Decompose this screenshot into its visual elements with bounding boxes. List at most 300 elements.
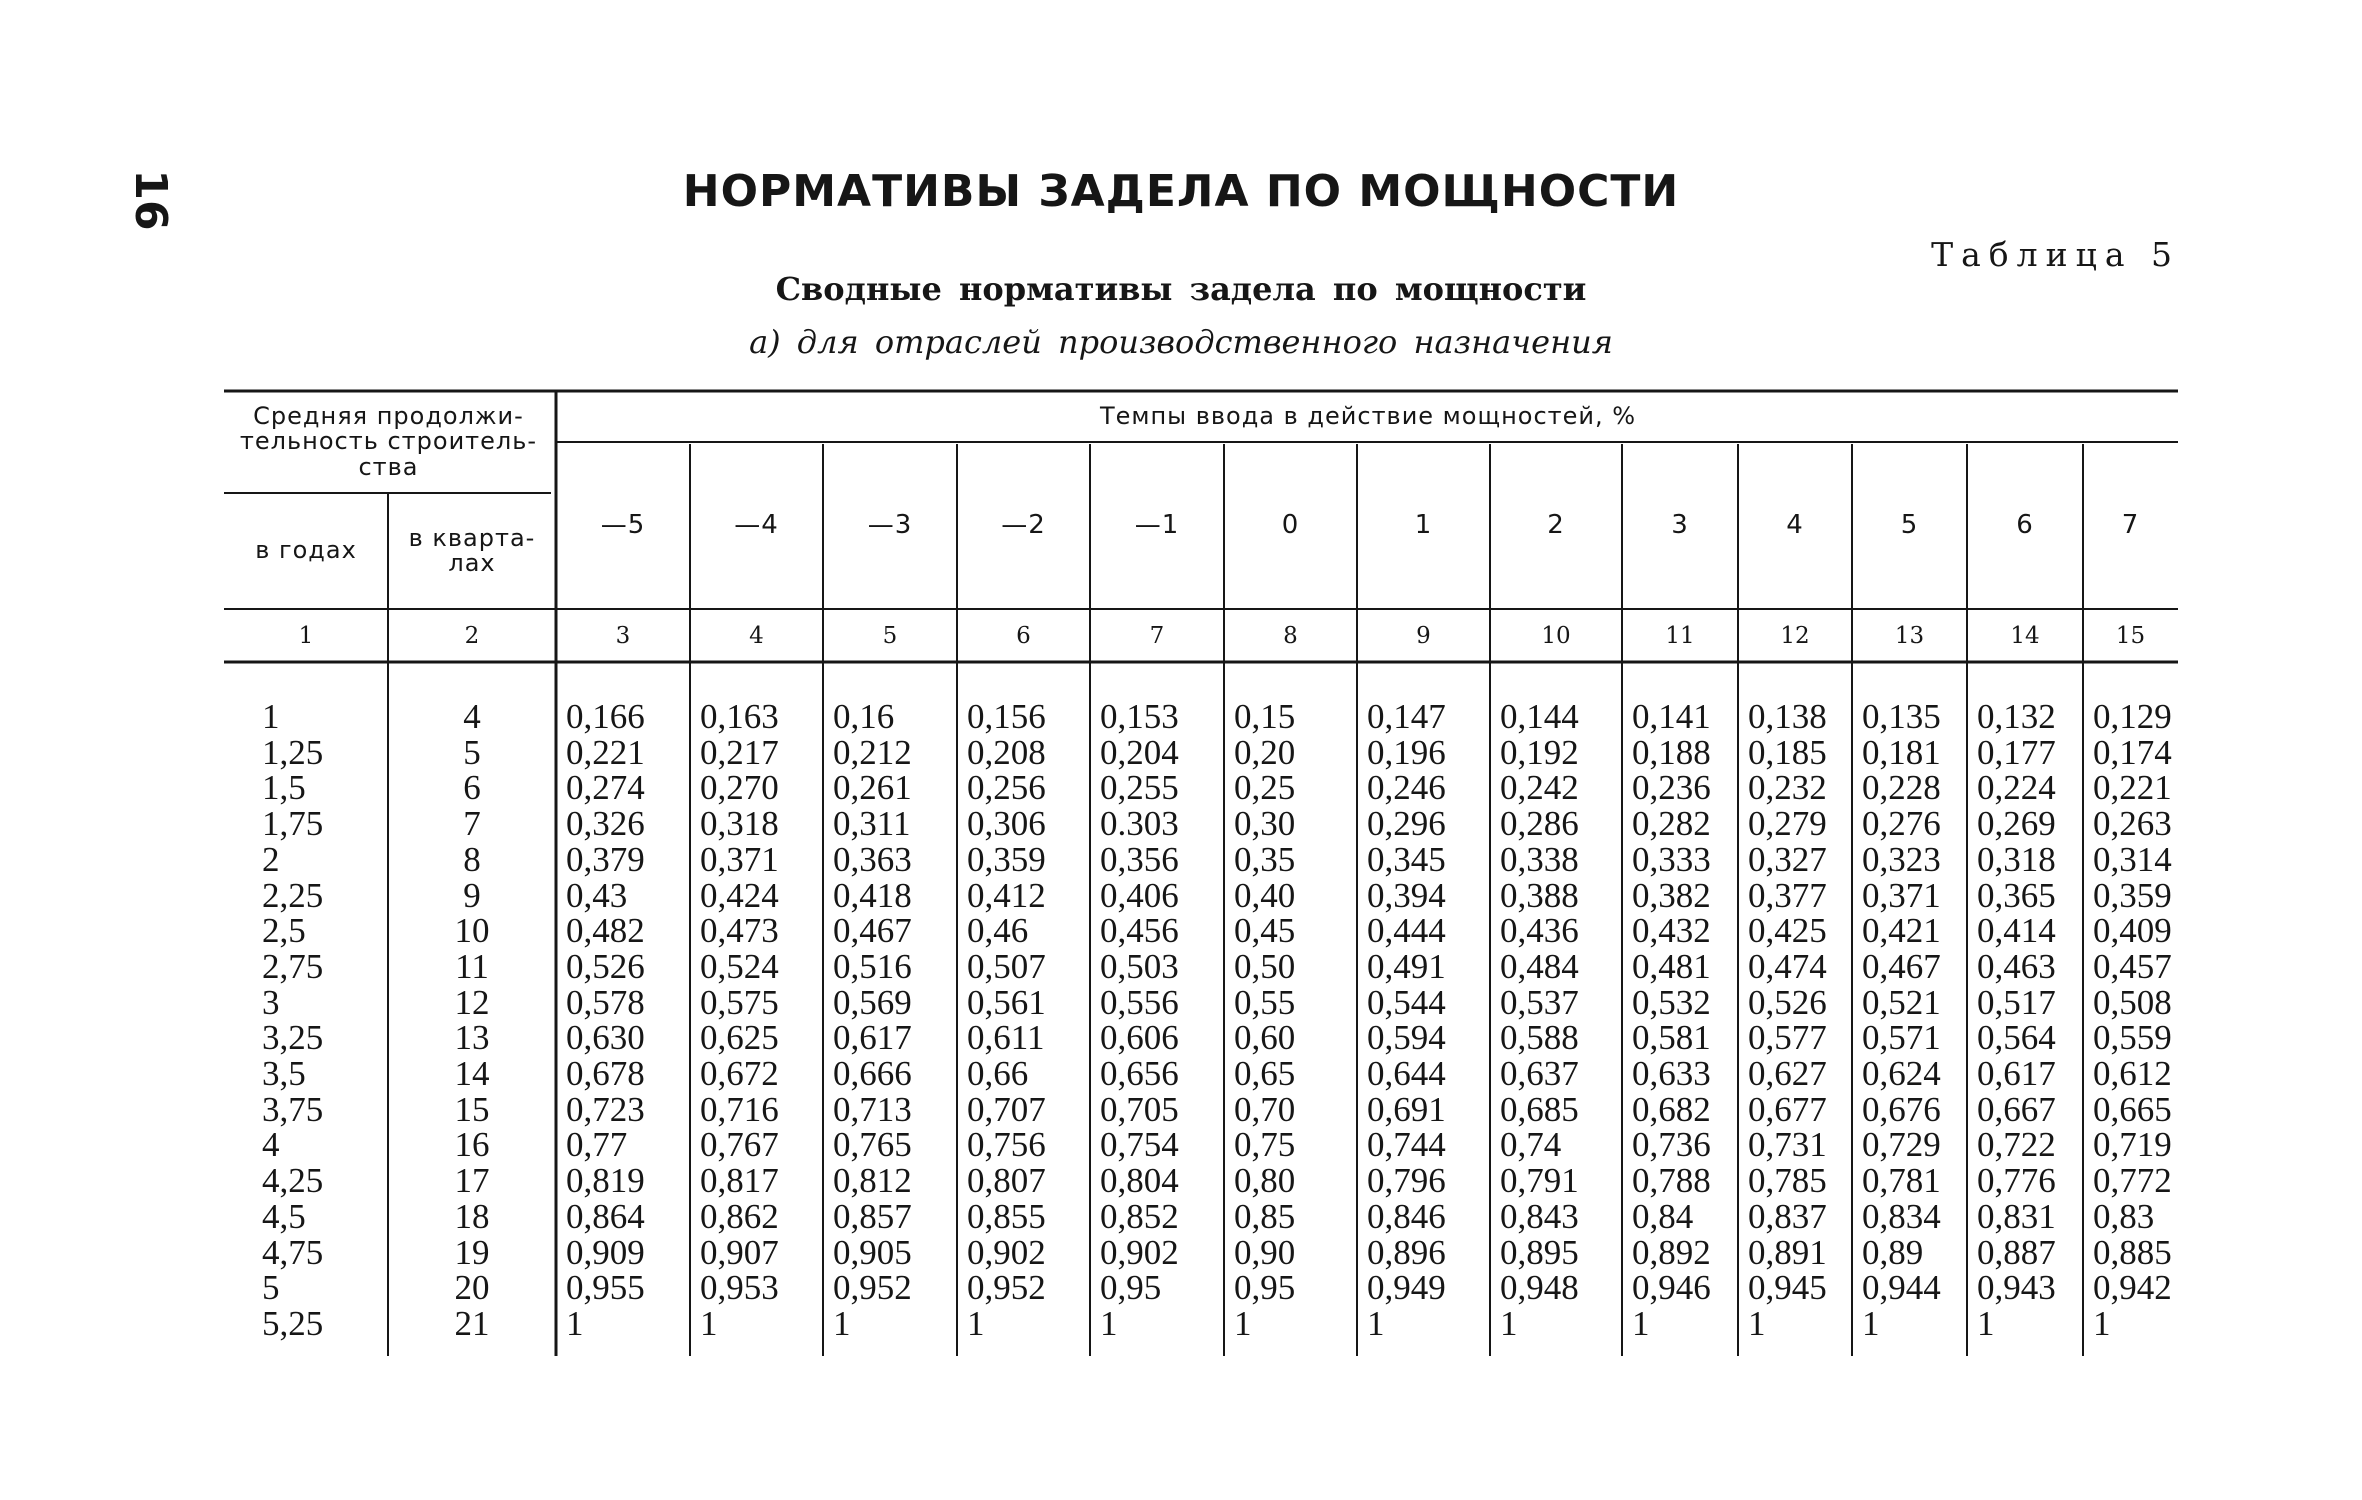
cell-quarters: 6	[463, 768, 481, 808]
cell-value: 0,907	[700, 1232, 779, 1272]
header-rate: 1	[1414, 509, 1433, 540]
cell-value: 0,83	[2093, 1196, 2155, 1236]
cell-quarters: 19	[454, 1232, 490, 1272]
cell-quarters: 14	[454, 1054, 490, 1093]
cell-value: 0,66	[967, 1054, 1029, 1093]
column-number: 8	[1283, 622, 1298, 649]
column-number: 4	[749, 622, 764, 649]
cell-value: 0,537	[1500, 982, 1579, 1022]
cell-value: 0,713	[833, 1089, 912, 1129]
cell-years: 2	[262, 839, 280, 879]
cell-value: 0,363	[833, 839, 912, 879]
cell-value: 0,242	[1500, 768, 1579, 808]
cell-quarters: 21	[454, 1303, 490, 1343]
cell-value: 0,212	[833, 732, 912, 772]
cell-value: 0,314	[2093, 839, 2172, 879]
column-number: 11	[1665, 622, 1695, 649]
cell-value: 0,276	[1862, 804, 1941, 844]
cell-value: 0,788	[1632, 1161, 1711, 1201]
cell-value: 0,571	[1862, 1018, 1941, 1058]
table-title: Сводные нормативы задела по мощности	[775, 270, 1587, 308]
cell-value: 0,333	[1632, 839, 1711, 879]
header-rate: 0	[1281, 509, 1300, 540]
cell-value: 0,129	[2093, 697, 2172, 736]
cell-value: 1	[833, 1303, 851, 1343]
cell-value: 0,356	[1100, 839, 1179, 879]
cell-years: 4,75	[262, 1232, 324, 1272]
column-number: 10	[1541, 622, 1571, 649]
cell-value: 0,902	[1100, 1232, 1179, 1272]
cell-years: 2,25	[262, 875, 324, 915]
cell-quarters: 16	[454, 1125, 490, 1165]
cell-value: 0,834	[1862, 1196, 1941, 1236]
cell-value: 0,952	[833, 1268, 912, 1308]
header-rate: —3	[867, 509, 913, 540]
cell-value: 0,532	[1632, 982, 1711, 1022]
cell-years: 5	[262, 1268, 280, 1308]
cell-value: 0,327	[1748, 839, 1827, 879]
cell-years: 3,5	[262, 1054, 306, 1093]
header-rate: —5	[600, 509, 646, 540]
cell-value: 0,147	[1367, 697, 1446, 736]
header-rate: —1	[1134, 509, 1180, 540]
cell-value: 0,644	[1367, 1054, 1446, 1093]
cell-value: 0,526	[1748, 982, 1827, 1022]
cell-value: 0,517	[1977, 982, 2056, 1022]
cell-value: 0,425	[1748, 911, 1827, 951]
cell-value: 0,80	[1234, 1161, 1296, 1201]
cell-value: 0,457	[2093, 946, 2172, 986]
cell-value: 0,15	[1234, 697, 1296, 736]
header-rate: 7	[2121, 509, 2140, 540]
cell-value: 0,796	[1367, 1161, 1446, 1201]
cell-value: 0,371	[700, 839, 779, 879]
header-rate: —2	[1001, 509, 1046, 540]
cell-years: 2,5	[262, 911, 306, 951]
cell-value: 0,221	[2093, 768, 2172, 808]
cell-value: 0,326	[566, 804, 645, 844]
cell-value: 0,156	[967, 697, 1046, 736]
cell-value: 0,544	[1367, 982, 1446, 1022]
cell-value: 0,831	[1977, 1196, 2056, 1236]
cell-quarters: 15	[454, 1089, 490, 1129]
cell-value: 0,625	[700, 1018, 779, 1058]
cell-value: 0,521	[1862, 982, 1941, 1022]
cell-value: 0,221	[566, 732, 645, 772]
cell-years: 3,75	[262, 1089, 324, 1129]
cell-value: 0,181	[1862, 732, 1941, 772]
cell-value: 0,174	[2093, 732, 2172, 772]
cell-value: 0,812	[833, 1161, 912, 1201]
header-quarters: в кварта- лах	[408, 523, 536, 577]
cell-quarters: 5	[463, 732, 481, 772]
cell-value: 0,678	[566, 1054, 645, 1093]
cell-value: 0,424	[700, 875, 779, 915]
cell-value: 0,255	[1100, 768, 1179, 808]
cell-value: 0,359	[2093, 875, 2172, 915]
header-rate: 4	[1786, 509, 1804, 540]
cell-value: 0,905	[833, 1232, 912, 1272]
cell-value: 0,286	[1500, 804, 1579, 844]
header-rate: 6	[2016, 509, 2034, 540]
cell-value: 0,855	[967, 1196, 1046, 1236]
cell-value: 0,569	[833, 982, 912, 1022]
cell-years: 3	[262, 982, 280, 1022]
header-rate: 5	[1900, 509, 1919, 540]
cell-value: 0,776	[1977, 1161, 2056, 1201]
cell-value: 0,864	[566, 1196, 645, 1236]
cell-value: 0,946	[1632, 1268, 1711, 1308]
cell-years: 2,75	[262, 946, 324, 986]
cell-value: 0,556	[1100, 982, 1179, 1022]
cell-value: 0,948	[1500, 1268, 1579, 1308]
cell-value: 0,90	[1234, 1232, 1296, 1272]
cell-value: 0,46	[967, 911, 1029, 951]
cell-value: 0,896	[1367, 1232, 1446, 1272]
cell-value: 0,885	[2093, 1232, 2172, 1272]
cell-value: 0,25	[1234, 768, 1296, 808]
cell-value: 1	[1234, 1303, 1252, 1343]
cell-value: 0,481	[1632, 946, 1711, 986]
cell-value: 0,719	[2093, 1125, 2172, 1165]
cell-value: 0,377	[1748, 875, 1827, 915]
cell-value: 0,633	[1632, 1054, 1711, 1093]
cell-quarters: 7	[463, 804, 481, 844]
cell-value: 0,943	[1977, 1268, 2056, 1308]
cell-value: 0,282	[1632, 804, 1711, 844]
cell-value: 0,581	[1632, 1018, 1711, 1058]
cell-value: 0,955	[566, 1268, 645, 1308]
cell-value: 0,436	[1500, 911, 1579, 951]
page-title: НОРМАТИВЫ ЗАДЕЛА ПО МОЩНОСТИ	[682, 166, 1680, 217]
cell-value: 1	[1500, 1303, 1518, 1343]
cell-quarters: 17	[454, 1161, 490, 1201]
cell-value: 1	[967, 1303, 985, 1343]
cell-value: 0,895	[1500, 1232, 1579, 1272]
cell-value: 0,345	[1367, 839, 1446, 879]
cell-value: 0,754	[1100, 1125, 1179, 1165]
cell-value: 0,270	[700, 768, 779, 808]
cell-value: 0,892	[1632, 1232, 1711, 1272]
column-number: 7	[1149, 622, 1165, 649]
cell-value: 0,20	[1234, 732, 1296, 772]
cell-years: 3,25	[262, 1018, 324, 1058]
cell-value: 0,666	[833, 1054, 912, 1093]
cell-quarters: 8	[463, 839, 481, 879]
cell-value: 0,388	[1500, 875, 1579, 915]
cell-value: 0,153	[1100, 697, 1179, 736]
cell-value: 0,627	[1748, 1054, 1827, 1093]
cell-value: 0,862	[700, 1196, 779, 1236]
cell-value: 0,246	[1367, 768, 1446, 808]
cell-quarters: 20	[454, 1268, 490, 1308]
cell-value: 0,394	[1367, 875, 1446, 915]
cell-value: 0,953	[700, 1268, 779, 1308]
cell-value: 0,318	[700, 804, 779, 844]
header-rates-group: Темпы ввода в действие мощностей, %	[1099, 401, 1637, 430]
cell-value: 0,467	[1862, 946, 1941, 986]
cell-value: 0,952	[967, 1268, 1046, 1308]
cell-value: 0,772	[2093, 1161, 2172, 1201]
cell-value: 0,819	[566, 1161, 645, 1201]
cell-value: 0,35	[1234, 839, 1296, 879]
page-number: 16	[125, 169, 176, 231]
cell-value: 0,624	[1862, 1054, 1941, 1093]
cell-value: 0,559	[2093, 1018, 2172, 1058]
cell-value: 0,323	[1862, 839, 1941, 879]
cell-years: 4,5	[262, 1196, 306, 1236]
cell-value: 0,564	[1977, 1018, 2056, 1058]
column-number: 5	[882, 622, 898, 649]
cell-value: 0,177	[1977, 732, 2056, 772]
cell-value: 0,144	[1500, 697, 1579, 736]
table-number: Таблица 5	[1931, 235, 2180, 274]
cell-value: 0,192	[1500, 732, 1579, 772]
cell-value: 0,949	[1367, 1268, 1446, 1308]
cell-value: 1	[1977, 1303, 1995, 1343]
cell-quarters: 9	[463, 875, 481, 915]
cell-value: 0,482	[566, 911, 645, 951]
cell-value: 0,318	[1977, 839, 2056, 879]
cell-value: 0,722	[1977, 1125, 2056, 1165]
cell-value: 0,263	[2093, 804, 2172, 844]
cell-value: 0,50	[1234, 946, 1296, 986]
column-number: 3	[615, 622, 631, 649]
cell-value: 0,55	[1234, 982, 1296, 1022]
cell-value: 0,672	[700, 1054, 779, 1093]
cell-value: 0,75	[1234, 1125, 1296, 1165]
cell-years: 1,75	[262, 804, 324, 844]
cell-value: 0,804	[1100, 1161, 1179, 1201]
cell-value: 0,807	[967, 1161, 1046, 1201]
cell-quarters: 12	[454, 982, 490, 1022]
cell-value: 0,365	[1977, 875, 2056, 915]
cell-value: 0,166	[566, 697, 645, 736]
cell-value: 0,767	[700, 1125, 779, 1165]
cell-value: 0,421	[1862, 911, 1941, 951]
cell-value: 0,296	[1367, 804, 1446, 844]
cell-value: 0,744	[1367, 1125, 1446, 1165]
cell-value: 0,359	[967, 839, 1046, 879]
cell-value: 0,474	[1748, 946, 1827, 986]
cell-years: 1,25	[262, 732, 324, 772]
cell-years: 4,25	[262, 1161, 324, 1201]
column-number: 9	[1416, 622, 1431, 649]
cell-value: 0,791	[1500, 1161, 1579, 1201]
cell-value: 0,65	[1234, 1054, 1296, 1093]
column-number: 6	[1016, 622, 1031, 649]
cell-value: 0,60	[1234, 1018, 1296, 1058]
cell-value: 0,444	[1367, 911, 1446, 951]
cell-value: 0,887	[1977, 1232, 2056, 1272]
cell-value: 0,902	[967, 1232, 1046, 1272]
cell-value: 0,269	[1977, 804, 2056, 844]
column-number: 14	[2010, 622, 2040, 649]
cell-value: 0,843	[1500, 1196, 1579, 1236]
cell-value: 0,736	[1632, 1125, 1711, 1165]
cell-value: 0,379	[566, 839, 645, 879]
cell-value: 0,371	[1862, 875, 1941, 915]
cell-value: 0,617	[1977, 1054, 2056, 1093]
cell-value: 0,217	[700, 732, 779, 772]
cell-value: 0,507	[967, 946, 1046, 986]
cell-value: 0,232	[1748, 768, 1827, 808]
cell-value: 0,561	[967, 982, 1046, 1022]
cell-value: 0,612	[2093, 1054, 2172, 1093]
cell-value: 0,188	[1632, 732, 1711, 772]
cell-value: 0,837	[1748, 1196, 1827, 1236]
cell-value: 0,588	[1500, 1018, 1579, 1058]
cell-value: 0,729	[1862, 1125, 1941, 1165]
cell-years: 5,25	[262, 1303, 324, 1343]
cell-value: 1	[1367, 1303, 1385, 1343]
column-number: 13	[1894, 622, 1925, 649]
cell-value: 0,414	[1977, 911, 2056, 951]
cell-value: 1	[1748, 1303, 1766, 1343]
cell-value: 0,578	[566, 982, 645, 1022]
header-rate: 2	[1547, 509, 1565, 540]
cell-value: 0,456	[1100, 911, 1179, 951]
cell-value: 0,261	[833, 768, 912, 808]
column-number: 2	[464, 622, 480, 649]
cell-value: 0,204	[1100, 732, 1179, 772]
column-number: 1	[298, 622, 314, 649]
cell-value: 0,16	[833, 697, 895, 736]
cell-value: 0,857	[833, 1196, 912, 1236]
cell-value: 0,228	[1862, 768, 1941, 808]
cell-value: 0,909	[566, 1232, 645, 1272]
cell-value: 1	[1100, 1303, 1118, 1343]
cell-value: 0,677	[1748, 1089, 1827, 1129]
cell-value: 0,617	[833, 1018, 912, 1058]
header-rate: 3	[1671, 509, 1689, 540]
cell-value: 0,224	[1977, 768, 2056, 808]
cell-value: 0,945	[1748, 1268, 1827, 1308]
cell-value: 0,274	[566, 768, 645, 808]
cell-value: 0,185	[1748, 732, 1827, 772]
cell-value: 0,95	[1100, 1268, 1162, 1308]
cell-value: 0,606	[1100, 1018, 1179, 1058]
cell-value: 0,731	[1748, 1125, 1827, 1165]
cell-value: 0,236	[1632, 768, 1711, 808]
cell-value: 0,716	[700, 1089, 779, 1129]
cell-value: 0,707	[967, 1089, 1046, 1129]
cell-value: 0,463	[1977, 946, 2056, 986]
cell-quarters: 4	[463, 697, 481, 736]
cell-value: 0,891	[1748, 1232, 1827, 1272]
cell-value: 0,723	[566, 1089, 645, 1129]
cell-value: 0,70	[1234, 1089, 1296, 1129]
cell-value: 0,503	[1100, 946, 1179, 986]
cell-value: 0,132	[1977, 697, 2056, 736]
cell-value: 0,491	[1367, 946, 1446, 986]
cell-value: 0,944	[1862, 1268, 1941, 1308]
cell-value: 0,77	[566, 1125, 628, 1165]
column-number: 15	[2115, 622, 2146, 649]
cell-value: 1	[2093, 1303, 2111, 1343]
cell-value: 0,637	[1500, 1054, 1579, 1093]
column-number: 12	[1780, 622, 1810, 649]
cell-value: 0,382	[1632, 875, 1711, 915]
cell-value: 0,30	[1234, 804, 1296, 844]
cell-value: 0,256	[967, 768, 1046, 808]
cell-value: 0,412	[967, 875, 1046, 915]
cell-value: 0,208	[967, 732, 1046, 772]
cell-value: 0,852	[1100, 1196, 1179, 1236]
cell-value: 0.303	[1100, 804, 1179, 844]
cell-value: 0,667	[1977, 1089, 2056, 1129]
cell-value: 0,575	[700, 982, 779, 1022]
cell-value: 0,467	[833, 911, 912, 951]
cell-value: 0,196	[1367, 732, 1446, 772]
cell-value: 0,484	[1500, 946, 1579, 986]
header-duration-group: Средняя продолжи- тельность строитель- ства	[239, 402, 538, 481]
cell-value: 0,765	[833, 1125, 912, 1165]
cell-value: 0,942	[2093, 1268, 2172, 1308]
cell-value: 0,43	[566, 875, 628, 915]
table-subtitle: а) для отраслей производственного назначения	[749, 323, 1613, 361]
cell-value: 0,630	[566, 1018, 645, 1058]
cell-value: 1	[566, 1303, 584, 1343]
cell-value: 0,45	[1234, 911, 1296, 951]
cell-value: 0,785	[1748, 1161, 1827, 1201]
cell-value: 0,691	[1367, 1089, 1446, 1129]
cell-value: 0,656	[1100, 1054, 1179, 1093]
cell-value: 0,74	[1500, 1125, 1562, 1165]
cell-value: 0,85	[1234, 1196, 1296, 1236]
cell-value: 0,89	[1862, 1232, 1924, 1272]
cell-value: 0,781	[1862, 1161, 1941, 1201]
cell-value: 0,682	[1632, 1089, 1711, 1129]
cell-value: 0,665	[2093, 1089, 2172, 1129]
cell-quarters: 11	[455, 946, 489, 986]
cell-value: 0,279	[1748, 804, 1827, 844]
cell-value: 0,685	[1500, 1089, 1579, 1129]
cell-value: 0,846	[1367, 1196, 1446, 1236]
cell-value: 0,594	[1367, 1018, 1446, 1058]
cell-value: 0,577	[1748, 1018, 1827, 1058]
header-years: в годах	[255, 536, 357, 565]
cell-value: 0,756	[967, 1125, 1046, 1165]
cell-years: 1	[262, 697, 280, 736]
cell-value: 0,432	[1632, 911, 1711, 951]
cell-value: 0,676	[1862, 1089, 1941, 1129]
cell-value: 0,526	[566, 946, 645, 986]
cell-value: 0,95	[1234, 1268, 1296, 1308]
cell-value: 0,817	[700, 1161, 779, 1201]
cell-years: 4	[262, 1125, 280, 1165]
cell-value: 0,409	[2093, 911, 2172, 951]
cell-value: 0,84	[1632, 1196, 1694, 1236]
cell-value: 1	[1862, 1303, 1880, 1343]
cell-value: 0,524	[700, 946, 779, 986]
cell-value: 0,611	[967, 1018, 1045, 1058]
cell-value: 0,138	[1748, 697, 1827, 736]
cell-quarters: 18	[454, 1196, 490, 1236]
cell-value: 0,135	[1862, 697, 1941, 736]
cell-value: 0,508	[2093, 982, 2172, 1022]
cell-value: 1	[700, 1303, 718, 1343]
cell-value: 0,418	[833, 875, 912, 915]
cell-value: 0,516	[833, 946, 912, 986]
cell-years: 1,5	[262, 768, 306, 808]
cell-value: 0,40	[1234, 875, 1296, 915]
cell-quarters: 13	[454, 1018, 490, 1058]
cell-value: 0,406	[1100, 875, 1179, 915]
cell-quarters: 10	[454, 911, 490, 951]
cell-value: 0,141	[1632, 697, 1711, 736]
cell-value: 1	[1632, 1303, 1650, 1343]
